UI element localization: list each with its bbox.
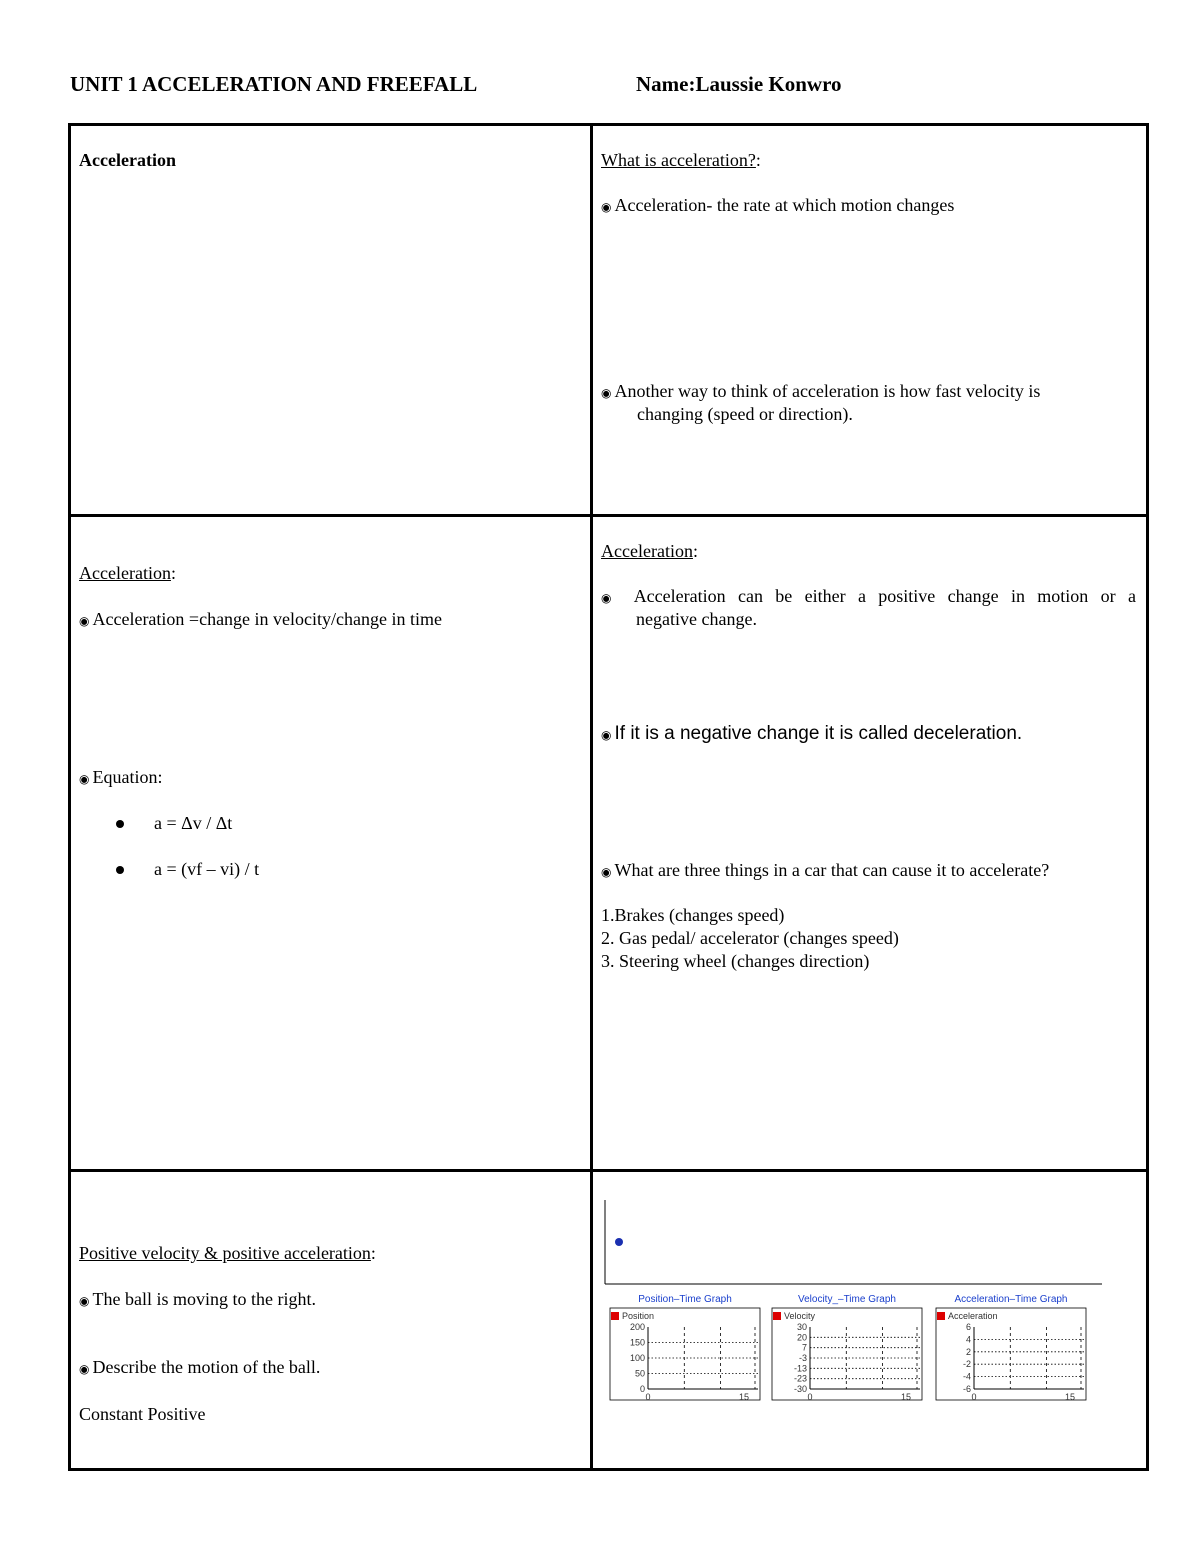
motion-graphs-figure [600, 1195, 1110, 1405]
row2-left-bullet-1 [79, 608, 442, 633]
question-text: What is acceleration? [601, 150, 756, 170]
x-tick-label: 15 [738, 1392, 750, 1402]
y-tick-label: -30 [793, 1384, 807, 1394]
heading-colon: : [170, 563, 176, 583]
bullet-icon: ◉ [601, 865, 612, 879]
row-divider-2 [68, 1169, 1149, 1172]
y-tick-label: -4 [962, 1371, 971, 1382]
y-tick-label: 50 [634, 1368, 645, 1379]
bullet-text: Another way to think of acceleration is how fast velocity is [614, 381, 1041, 401]
unit-title: UNIT 1 ACCELERATION AND FREEFALL [70, 72, 478, 96]
bullet-icon: ◉ [79, 614, 90, 628]
y-tick-label: 0 [639, 1384, 645, 1394]
list-dot-icon [116, 866, 124, 874]
bullet-text: Acceleration can be either a positive change in motion or a [633, 586, 1136, 606]
x-tick-label: 15 [900, 1392, 912, 1402]
equation-2: a = (vf – vi) / t [154, 859, 260, 879]
bullet-icon: ◉ [601, 728, 612, 742]
bullet-text: If it is a negative change it is called deceleration. [614, 723, 1023, 744]
legend-swatch-icon [773, 1312, 781, 1320]
graph-title: Position–Time Graph [638, 1294, 732, 1305]
row3-left-heading [79, 1242, 376, 1265]
row1-bullet-2-cont: changing (speed or direction). [637, 404, 853, 424]
row2-right-heading [601, 540, 698, 563]
bullet-text: Acceleration =change in velocity/change in time [92, 609, 442, 629]
question-colon: : [755, 150, 761, 170]
bullet-text: Describe the motion of the ball. [92, 1357, 321, 1377]
y-tick-label: 7 [801, 1342, 807, 1353]
row2-left-bullet-2 [79, 766, 162, 791]
bullet-text: What are three things in a car that can cause it to accelerate? [614, 860, 1050, 880]
row2-right-bullet-1 [601, 585, 1136, 610]
legend-label: Acceleration [948, 1311, 998, 1321]
legend-swatch-icon [611, 1312, 619, 1320]
bullet-text: Equation: [92, 767, 163, 787]
y-tick-label: 6 [965, 1322, 971, 1332]
row2-right-bullet-2 [601, 722, 1022, 747]
x-tick-label: 0 [807, 1392, 813, 1402]
row3-answer: Constant Positive [79, 1404, 206, 1424]
row3-bullet-2 [79, 1356, 320, 1381]
y-tick-label: 30 [796, 1322, 807, 1332]
legend-swatch-icon [937, 1312, 945, 1320]
car-list-item-1: 1.Brakes (changes speed) [601, 905, 785, 925]
row1-bullet-2 [601, 380, 1040, 405]
graph-title: Acceleration–Time Graph [954, 1294, 1068, 1305]
bullet-icon: ◉ [601, 386, 612, 400]
column-divider [590, 123, 593, 1471]
car-list-item-2: 2. Gas pedal/ accelerator (changes speed) [601, 928, 899, 948]
x-tick-label: 0 [645, 1392, 651, 1402]
y-tick-label: 200 [629, 1322, 645, 1332]
list-dot-icon [116, 820, 124, 828]
row2-left-heading [79, 562, 176, 585]
y-tick-label: -6 [962, 1384, 971, 1394]
y-tick-label: 150 [629, 1337, 645, 1348]
heading-text: Acceleration [79, 563, 171, 583]
heading-text: Acceleration [601, 541, 693, 561]
y-tick-label: -13 [793, 1363, 807, 1374]
bullet-icon: ◉ [79, 1362, 90, 1376]
bullet-icon: ◉ [79, 772, 90, 786]
student-name: Name:Laussie Konwro [636, 72, 842, 96]
graph-title: Velocity_–Time Graph [797, 1294, 897, 1305]
y-tick-label: -23 [793, 1373, 807, 1384]
bullet-icon: ◉ [79, 1294, 90, 1308]
y-tick-label: 20 [796, 1332, 807, 1343]
equation-1: a = Δv / Δt [154, 813, 233, 833]
y-tick-label: 2 [965, 1346, 971, 1357]
graph-panel [936, 1308, 1086, 1400]
y-tick-label: 100 [629, 1353, 645, 1363]
x-tick-label: 0 [971, 1392, 977, 1402]
bullet-icon: ◉ [601, 591, 620, 605]
row-divider-1 [68, 514, 1149, 517]
heading-text: Positive velocity & positive acceleration [79, 1243, 371, 1263]
bullet-text: Acceleration- the rate at which motion changes [614, 195, 955, 215]
y-tick-label: -3 [798, 1353, 807, 1363]
x-tick-label: 15 [1064, 1392, 1076, 1402]
ball [615, 1238, 623, 1246]
bullet-icon: ◉ [601, 200, 612, 214]
legend-label: Position [622, 1311, 655, 1321]
row2-right-bullet-1-cont: negative change. [636, 609, 757, 629]
row1-left-heading: Acceleration [79, 150, 176, 170]
heading-colon: : [692, 541, 698, 561]
y-tick-label: 4 [965, 1334, 971, 1345]
row2-right-bullet-3 [601, 859, 1049, 884]
row1-right-question [601, 149, 761, 172]
heading-colon: : [370, 1243, 376, 1263]
legend-label: Velocity [784, 1311, 816, 1321]
y-tick-label: -2 [962, 1359, 971, 1370]
row3-bullet-1 [79, 1288, 316, 1313]
row1-bullet-1 [601, 194, 954, 219]
bullet-text: The ball is moving to the right. [92, 1289, 316, 1309]
car-list-item-3: 3. Steering wheel (changes direction) [601, 951, 870, 971]
